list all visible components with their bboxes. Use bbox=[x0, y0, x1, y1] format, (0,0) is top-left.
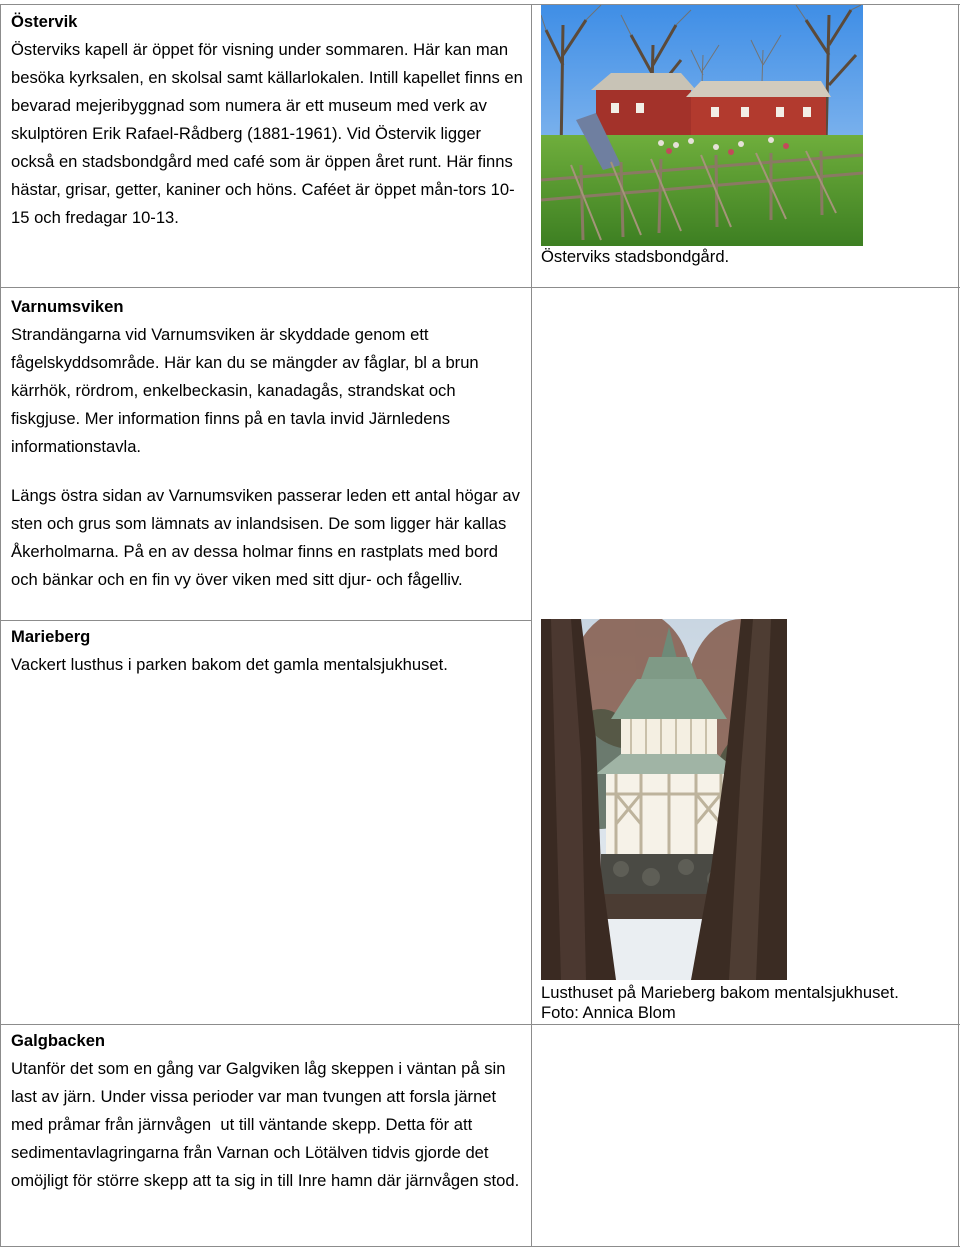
table-border-left bbox=[0, 4, 1, 1247]
section-paragraph: Strandängarna vid Varnumsviken är skyddade genom ett fågelskyddsområde. Här kan du se mängder av fåglar, bl a brun kärrhök, rördrom, enkelbeckasin, kanadagås, strandskat och fiskgjuse. Mer information finns på en tavla invid Järnledens informationstavla. bbox=[11, 325, 479, 456]
section-paragraph: Utanför det som en gång var Galgviken låg skeppen i väntan på sin last av järn. Under vissa perioder var man tvungen att forsla järnet med pråmar från järnvågen ut till väntande skepp. Detta för att sedimentavlagringarna från Varnan och Lötälven tidvis gjorde det omöjligt för större skepp att ta sig in till Inre hamn där järnvågen stod. bbox=[11, 1059, 520, 1190]
table-border-row2 bbox=[0, 620, 532, 621]
table-border-row3 bbox=[0, 1024, 960, 1025]
section-paragraph: Österviks kapell är öppet för visning under sommaren. Här kan man besöka kyrksalen, en skolsal samt källarlokalen. Intill kapellet finns en bevarad mejeribyggnad som numera är ett museum med verk av skulptören Erik Rafael-Rådberg (1881-1961). Vid Östervik ligger också en stadsbondgård med café som är öppen året runt. Här finns hästar, grisar, getter, kaniner och höns. Caféet är öppet mån-tors 10-15 och fredagar 10-13. bbox=[11, 40, 523, 227]
section-paragraph: Längs östra sidan av Varnumsviken passerar leden ett antal högar av sten och grus som lämnats av inlandsisen. De som ligger här kallas Åkerholmarna. På en av dessa holmar finns en rastplats med bord och bänkar och en fin vy över viken med sitt djur- och fågelliv. bbox=[11, 486, 520, 589]
gazebo-photo-caption bbox=[541, 983, 953, 1023]
table-border-row1 bbox=[0, 287, 960, 288]
section-varnumsviken bbox=[11, 293, 525, 594]
section-heading: Galgbacken bbox=[11, 1031, 106, 1050]
section-heading: Östervik bbox=[11, 12, 78, 31]
section-galgbacken bbox=[11, 1027, 525, 1195]
section-heading: Varnumsviken bbox=[11, 297, 124, 316]
gazebo-caption-line2: Foto: Annica Blom bbox=[541, 1003, 676, 1022]
table-border-right bbox=[958, 4, 959, 1247]
farm-photo-image bbox=[541, 5, 863, 246]
gazebo-photo bbox=[541, 619, 787, 980]
table-border-bottom bbox=[0, 1246, 960, 1247]
section-paragraph: Vackert lusthus i parken bakom det gamla mentalsjukhuset. bbox=[11, 655, 448, 674]
section-heading: Marieberg bbox=[11, 627, 91, 646]
section-marieberg bbox=[11, 623, 525, 679]
gazebo-photo-image bbox=[541, 619, 787, 980]
farm-photo-caption: Österviks stadsbondgård. bbox=[541, 247, 730, 266]
gazebo-caption-line1: Lusthuset på Marieberg bakom mentalsjukhuset. bbox=[541, 983, 899, 1002]
table-border-middle bbox=[531, 4, 532, 1247]
section-ostervik bbox=[11, 8, 525, 232]
farm-photo bbox=[541, 5, 863, 246]
